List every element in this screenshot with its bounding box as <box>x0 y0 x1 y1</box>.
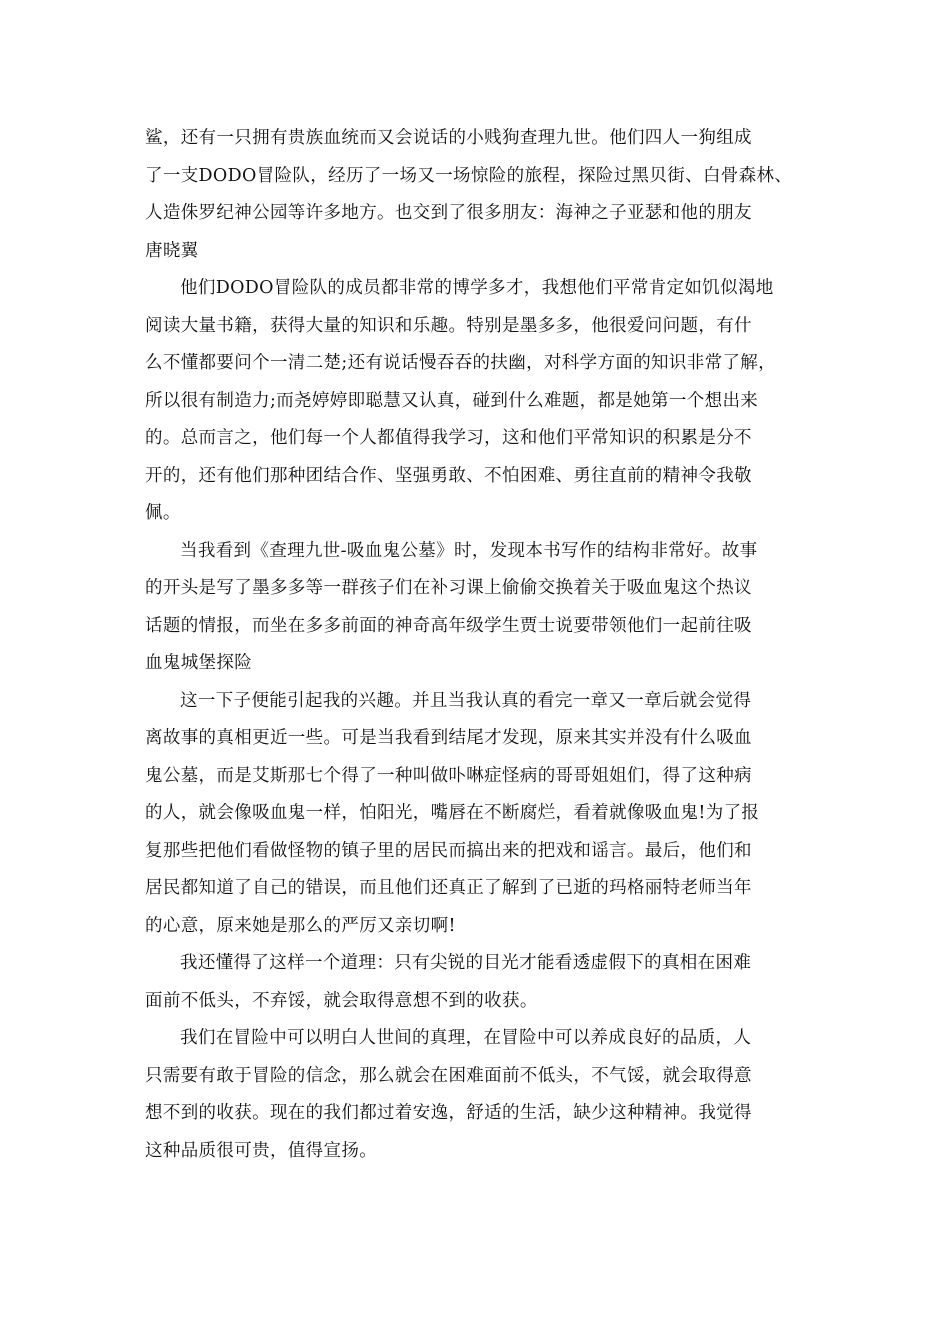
text-line: 的。总而言之，他们每一个人都值得我学习，这和他们平常知识的积累是分不 <box>145 428 752 448</box>
paragraph-first-line: 我还懂得了这样一个道理：只有尖锐的目光才能看透虚假下的真相在困难 <box>180 953 752 973</box>
text-line: 的心意，原来她是那么的严厉又亲切啊! <box>145 915 456 936</box>
body-text <box>145 120 825 1170</box>
text-line: 离故事的真相更近一些。可是当我看到结尾才发现，原来其实并没有什么吸血 <box>145 728 752 748</box>
paragraph-first-line: 我们在冒险中可以明白人世间的真理，在冒险中可以养成良好的品质，人 <box>180 1028 752 1048</box>
text-line: 开的，还有他们那种团结合作、坚强勇敢、不怕困难、勇往直前的精神令我敬 <box>145 465 752 486</box>
text-line: 复那些把他们看做怪物的镇子里的居民而搞出来的把戏和谣言。最后，他们和 <box>145 840 752 861</box>
text-line: 阅读大量书籍，获得大量的知识和乐趣。特别是墨多多，他很爱问问题，有什 <box>145 315 752 336</box>
text-line: 么不懂都要问个一清二楚;还有说话慢吞吞的扶幽，对科学方面的知识非常了解， <box>145 353 776 373</box>
paragraph-first-line: 他们DODO冒险队的成员都非常的博学多才，我想他们平常肯定如饥似渴地 <box>180 278 774 298</box>
text-line: 人造侏罗纪神公园等许多地方。也交到了很多朋友：海神之子亚瑟和他的朋友 <box>145 203 752 223</box>
paragraph-first-line: 当我看到《查理九世-吸血鬼公墓》时，发现本书写作的结构非常好。故事 <box>180 540 758 561</box>
text-line: 所以很有制造力;而尧婷婷即聪慧又认真，碰到什么难题，都是她第一个想出来 <box>145 390 759 411</box>
text-line: 唐晓翼 <box>145 240 199 261</box>
paragraph-first-line: 这一下子便能引起我的兴趣。并且当我认真的看完一章又一章后就会觉得 <box>180 690 752 711</box>
text-line: 血鬼城堡探险 <box>145 653 253 673</box>
text-line: 想不到的收获。现在的我们都过着安逸，舒适的生活，缺少这种精神。我觉得 <box>145 1103 752 1123</box>
text-line: 面前不低头，不弃馁，就会取得意想不到的收获。 <box>145 990 538 1011</box>
text-line: 鲨，还有一只拥有贵族血统而又会说话的小贱狗查理九世。他们四人一狗组成 <box>145 128 752 148</box>
text-line: 了一支DODO冒险队，经历了一场又一场惊险的旅程，探险过黑贝街、白骨森林、 <box>145 165 793 186</box>
text-line: 佩。 <box>145 503 181 523</box>
text-line: 的开头是写了墨多多等一群孩子们在补习课上偷偷交换着关于吸血鬼这个热议 <box>145 578 752 598</box>
text-line: 话题的情报，而坐在多多前面的神奇高年级学生贾士说要带领他们一起前往吸 <box>145 615 752 636</box>
text-line: 居民都知道了自己的错误，而且他们还真正了解到了已逝的玛格丽特老师当年 <box>145 878 752 898</box>
text-line: 这种品质很可贵，值得宣扬。 <box>145 1140 378 1161</box>
text-line: 只需要有敢于冒险的信念，那么就会在困难面前不低头，不气馁，就会取得意 <box>145 1065 752 1086</box>
text-line: 鬼公墓，而是艾斯那七个得了一种叫做卟啉症怪病的哥哥姐姐们，得了这种病 <box>145 765 752 786</box>
text-line: 的人，就会像吸血鬼一样，怕阳光，嘴唇在不断腐烂，看着就像吸血鬼!为了报 <box>145 803 760 823</box>
